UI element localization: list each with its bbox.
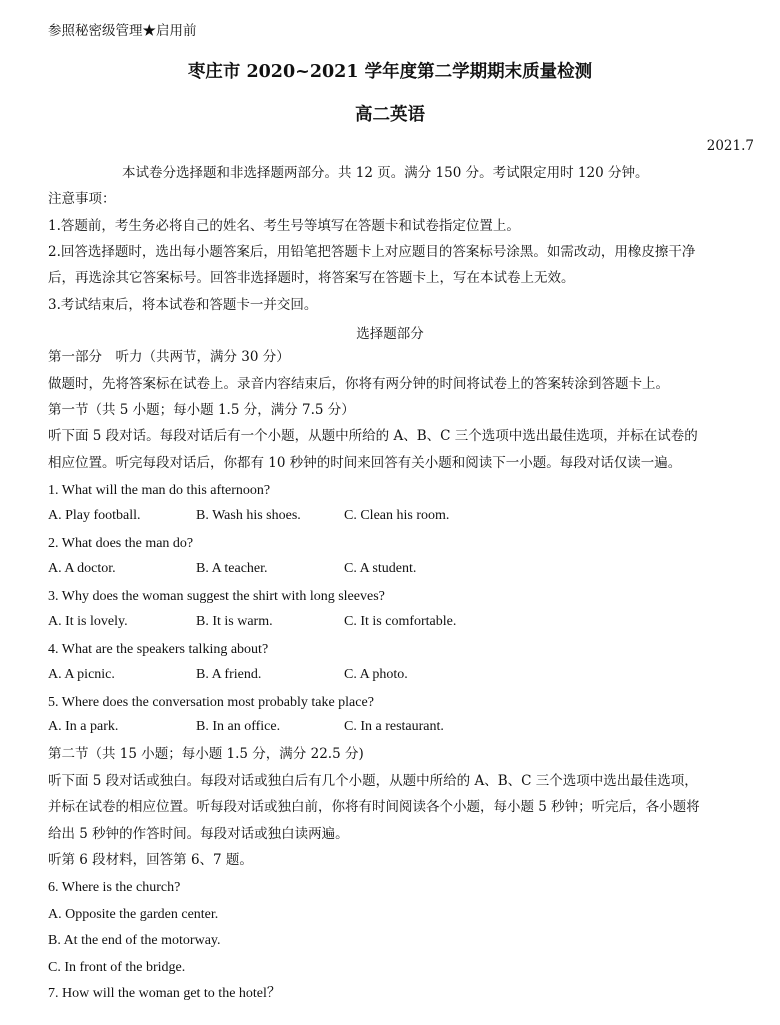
option-c: C. Clean his room.: [344, 508, 450, 523]
notes-heading: 注意事项：: [48, 191, 116, 207]
option-c: C. A photo.: [344, 667, 408, 682]
part-1-instructions: 做题时，先将答案标在试卷上。录音内容结束后，你将有两分钟的时间将试卷上的答案转涂到答题卡上。: [48, 376, 669, 392]
section-2-instructions-line-1: 听下面 5 段对话或独白。每段对话或独白后有几个小题，从题中所给的 A、B、C 三个选项中选出最佳选项，: [48, 773, 698, 789]
section-2-heading: 第二节（共 15 小题；每小题 1.5 分，满分 22.5 分): [48, 746, 364, 762]
option-a: A. It is lovely.: [48, 614, 128, 629]
part-1-heading: 第一部分 听力（共两节，满分 30 分）: [48, 349, 290, 365]
question-6-option-c: C. In front of the bridge.: [48, 960, 186, 975]
question-2: 2. What does the man do?: [48, 536, 194, 551]
option-c: C. It is comfortable.: [344, 614, 457, 629]
question-6: 6. Where is the church?: [48, 880, 181, 895]
option-c: C. In a restaurant.: [344, 719, 444, 734]
section-1-heading: 第一节（共 5 小题；每小题 1.5 分，满分 7.5 分）: [48, 402, 355, 418]
question-6-option-b: B. At the end of the motorway.: [48, 933, 221, 948]
exam-summary: 本试卷分选择题和非选择题两部分。共 12 页。满分 150 分。考试限定用时 120 分钟。: [122, 165, 649, 181]
material-6-heading: 听第 6 段材料，回答第 6、7 题。: [48, 852, 253, 868]
option-a: A. A picnic.: [48, 667, 115, 682]
note-1: 1.答题前，考生务必将自己的姓名、考生号等填写在答题卡和试卷指定位置上。: [48, 218, 520, 234]
option-b: B. Wash his shoes.: [196, 508, 301, 523]
question-4: 4. What are the speakers talking about?: [48, 642, 269, 657]
section-1-instructions-line-1: 听下面 5 段对话。每段对话后有一个小题，从题中所给的 A、B、C 三个选项中选出最佳选项，并标在试卷的: [48, 428, 698, 444]
exam-title: 枣庄市 2020~2021 学年度第二学期期末质量检测: [187, 62, 593, 82]
question-1: 1. What will the man do this afternoon?: [48, 483, 271, 498]
question-3: 3. Why does the woman suggest the shirt with long sleeves?: [48, 589, 385, 604]
subject-title: 高二英语: [355, 105, 425, 125]
section-1-instructions-line-2: 相应位置。听完每段对话后，你都有 10 秒钟的时间来回答有关小题和阅读下一小题。每段对话仅读一遍。: [48, 455, 682, 471]
note-3: 3.考试结束后，将本试卷和答题卡一并交回。: [48, 297, 318, 313]
note-2-line-1: 2.回答选择题时，选出每小题答案后，用铅笔把答题卡上对应题目的答案标号涂黑。如需改动，用橡皮擦干净: [48, 244, 696, 260]
question-5: 5. Where does the conversation most probably take place?: [48, 695, 374, 710]
option-b: B. It is warm.: [196, 614, 273, 629]
option-a: A. In a park.: [48, 719, 119, 734]
option-a: A. A doctor.: [48, 561, 116, 576]
option-b: B. A teacher.: [196, 561, 268, 576]
option-b: B. In an office.: [196, 719, 281, 734]
section-2-instructions-line-2: 并标在试卷的相应位置。听每段对话或独白前，你将有时间阅读各个小题，每小题 5 秒钟；听完后，各小题将: [48, 799, 700, 815]
option-a: A. Play football.: [48, 508, 141, 523]
exam-date: 2021.7: [706, 138, 754, 154]
option-b: B. A friend.: [196, 667, 262, 682]
note-2-line-2: 后，再选涂其它答案标号。回答非选择题时，将答案写在答题卡上，写在本试卷上无效。: [48, 270, 575, 286]
section-heading: 选择题部分: [356, 326, 424, 342]
question-7: 7. How will the woman get to the hotel？: [48, 986, 281, 1001]
option-c: C. A student.: [344, 561, 417, 576]
question-6-option-a: A. Opposite the garden center.: [48, 907, 219, 922]
section-2-instructions-line-3: 给出 5 秒钟的作答时间。每段对话或独白读两遍。: [48, 826, 349, 842]
confidential-note: 参照秘密级管理★启用前: [48, 23, 197, 39]
